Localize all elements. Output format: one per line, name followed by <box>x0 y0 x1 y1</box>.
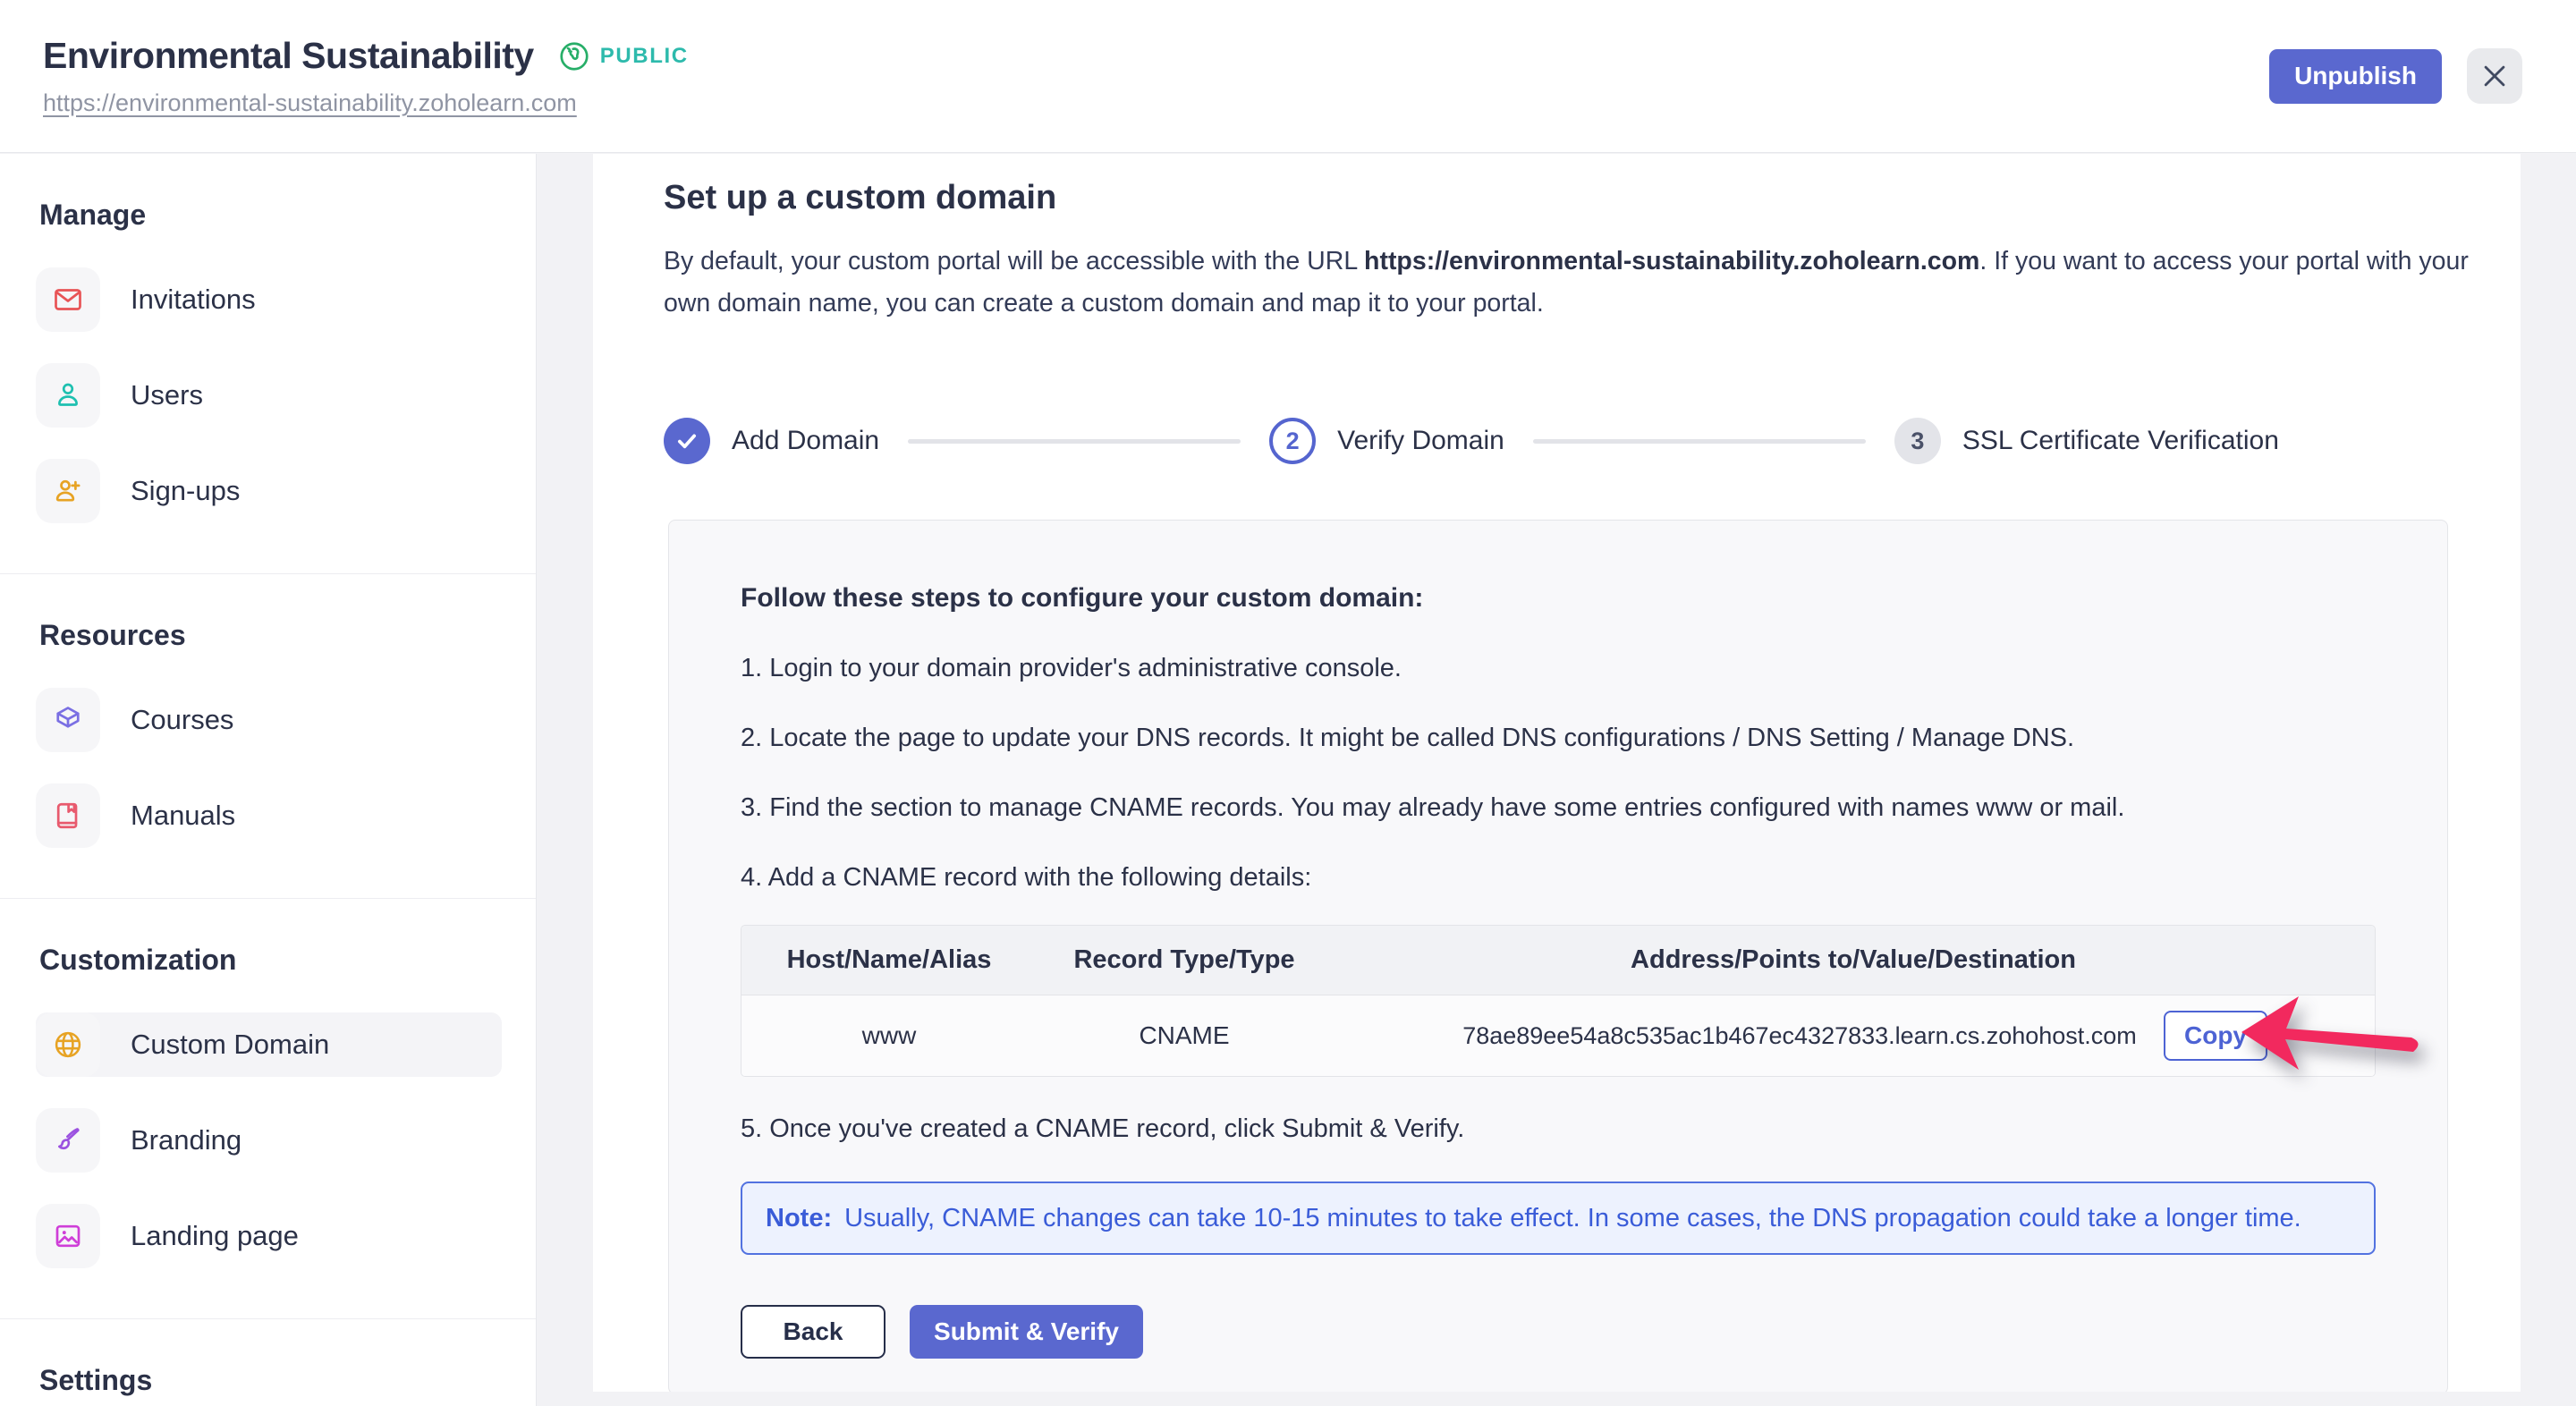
paintbrush-icon <box>36 1108 100 1173</box>
sidebar-item-label: Invitations <box>131 284 256 315</box>
domain-setup-stepper <box>664 418 2521 464</box>
annotation-arrow-icon <box>2236 991 2442 1103</box>
stepper-connector <box>908 439 1241 444</box>
instruction-step-3: 3. Find the section to manage CNAME records. You may already have some entries configured with names www or mail. <box>741 793 2125 822</box>
box-title: Follow these steps to configure your custom domain: <box>741 583 1424 613</box>
section-title-settings: Settings <box>39 1364 153 1396</box>
sidebar-item-label: Sign-ups <box>131 475 241 506</box>
col-header-type: Record Type/Type <box>1073 945 1295 974</box>
step-2-circle-current: 2 <box>1269 418 1316 464</box>
user-plus-icon <box>36 459 100 523</box>
sidebar-item-label: Landing page <box>131 1220 299 1251</box>
course-box-icon <box>36 688 100 752</box>
instruction-step-1: 1. Login to your domain provider's administrative console. <box>741 654 1402 682</box>
cell-record-type: CNAME <box>1139 1021 1230 1049</box>
settings-sidebar <box>0 154 537 1406</box>
intro-portal-url: https://environmental-sustainability.zoholearn.com <box>1364 247 1980 275</box>
sidebar-item-invitations[interactable] <box>36 267 500 332</box>
cell-host: www <box>861 1021 917 1049</box>
globe-earth-icon <box>557 39 591 73</box>
sidebar-section-settings <box>0 1318 536 1406</box>
sidebar-item-signups[interactable] <box>36 459 500 523</box>
back-button[interactable]: Back <box>741 1305 886 1359</box>
cname-record-table <box>741 925 2376 1077</box>
col-header-address: Address/Points to/Value/Destination <box>1631 945 2076 974</box>
section-title-customization: Customization <box>39 944 237 976</box>
intro-paragraph <box>664 241 2506 325</box>
note-callout <box>741 1182 2376 1255</box>
section-title-manage: Manage <box>39 199 147 231</box>
intro-text-after: . If you want to access your portal with your own domain name, you can create a custom domain and map it to your portal. <box>664 247 2469 318</box>
step-1-label: Add Domain <box>732 426 880 455</box>
sidebar-item-users[interactable] <box>36 363 500 428</box>
public-badge-label: PUBLIC <box>599 43 689 68</box>
table-header-row <box>741 926 2375 995</box>
sidebar-section-manage <box>0 154 536 573</box>
step-3-circle-upcoming: 3 <box>1894 418 1941 464</box>
stepper-connector <box>1533 439 1866 444</box>
step-3-label: SSL Certificate Verification <box>1962 426 2279 455</box>
sidebar-item-label: Users <box>131 379 203 411</box>
portal-title: Environmental Sustainability <box>43 35 534 76</box>
intro-text-before: By default, your custom portal will be accessible with the URL <box>664 247 1365 275</box>
cell-address-value: 78ae89ee54a8c535ac1b467ec4327833.learn.cs.zohohost.com <box>1462 1021 2137 1049</box>
instruction-step-4: 4. Add a CNAME record with the following details: <box>741 863 1312 892</box>
portal-header <box>0 0 2576 153</box>
step-2-label: Verify Domain <box>1337 426 1504 455</box>
instruction-step-5: 5. Once you've created a CNAME record, click Submit & Verify. <box>741 1114 1465 1143</box>
sidebar-item-label: Courses <box>131 704 234 735</box>
instruction-step-2: 2. Locate the page to update your DNS records. It might be called DNS configurations / DNS Setting / Manage DNS. <box>741 724 2075 752</box>
section-title-resources: Resources <box>39 619 186 651</box>
sidebar-item-courses[interactable] <box>36 688 500 752</box>
step-1-circle-done <box>664 418 710 464</box>
sidebar-item-label: Manuals <box>131 800 236 831</box>
sidebar-item-custom-domain[interactable] <box>36 1012 502 1077</box>
unpublish-button[interactable]: Unpublish <box>2269 49 2442 104</box>
note-text: Usually, CNAME changes can take 10-15 minutes to take effect. In some cases, the DNS propagation could take a longer time. <box>844 1203 2301 1232</box>
close-button[interactable] <box>2467 48 2522 104</box>
public-badge <box>557 39 689 73</box>
book-icon <box>36 783 100 848</box>
sidebar-item-landing-page[interactable] <box>36 1204 500 1268</box>
sidebar-section-resources <box>0 573 536 898</box>
col-header-host: Host/Name/Alias <box>786 945 992 974</box>
sidebar-section-customization <box>0 898 536 1318</box>
table-row <box>741 995 2375 1076</box>
check-icon <box>674 428 700 454</box>
close-icon <box>2479 61 2510 91</box>
portal-url-link[interactable]: https://environmental-sustainability.zoholearn.com <box>43 89 577 116</box>
configure-domain-box <box>668 520 2448 1392</box>
envelope-icon <box>36 267 100 332</box>
globe-icon <box>36 1012 100 1077</box>
note-label: Note: <box>766 1203 833 1232</box>
sidebar-item-branding[interactable] <box>36 1108 500 1173</box>
custom-domain-panel <box>593 154 2521 1392</box>
sidebar-item-label: Branding <box>131 1124 242 1156</box>
copy-button[interactable]: Copy <box>2164 1011 2267 1061</box>
page-title: Set up a custom domain <box>664 179 1057 216</box>
sidebar-item-label: Custom Domain <box>131 1029 330 1060</box>
submit-verify-button[interactable]: Submit & Verify <box>910 1305 1143 1359</box>
user-icon <box>36 363 100 428</box>
image-icon <box>36 1204 100 1268</box>
sidebar-item-manuals[interactable] <box>36 783 500 848</box>
